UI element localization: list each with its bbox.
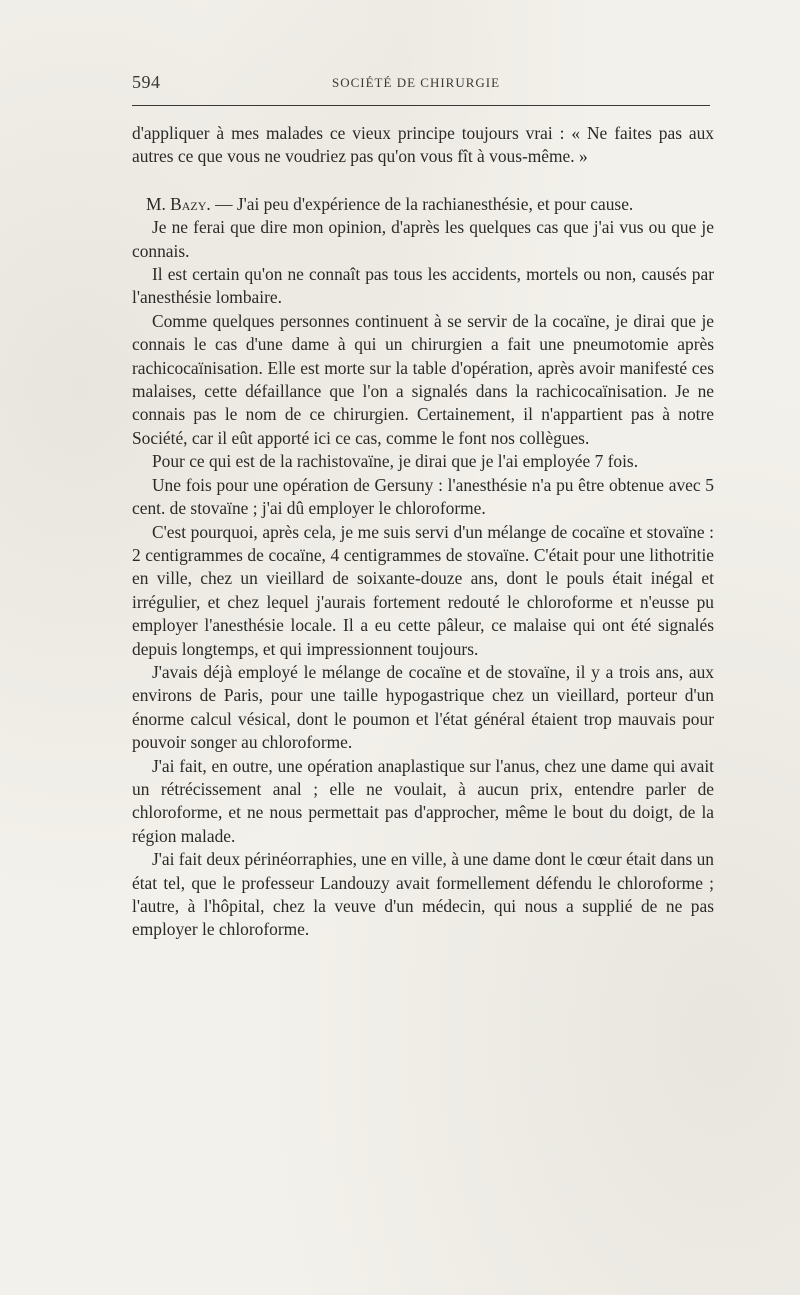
paragraph-text: — J'ai peu d'expérience de la rachianesthésie, et pour cause. (210, 193, 634, 214)
paragraph: J'avais déjà employé le mélange de cocaïne et de stovaïne, il y a trois ans, aux environs de Paris, pour une taille hypogastrique chez un vieillard, porteur d'un énorme calcul vésical, dont le poumon et l'état général étaient trop mauvais pour pouvoir songer au chloroforme. (132, 661, 714, 753)
body-text (132, 122, 714, 942)
paragraph: d'appliquer à mes malades ce vieux principe toujours vrai : « Ne faites pas aux autres ce que vous ne voudriez pas qu'on vous fît à vous-même. » (132, 123, 714, 167)
running-head: SOCIÉTÉ DE CHIRURGIE (332, 75, 501, 90)
paragraph: Pour ce qui est de la rachistovaïne, je dirai que je l'ai employée 7 fois. (152, 451, 639, 472)
paragraph: J'ai fait deux périnéorraphies, une en ville, à une dame dont le cœur était dans un état tel, que le professeur Landouzy avait formellement défendu le chloroforme ; l'autre, à l'hôpital, chez la veuve d'un médecin, qui nous a supplié de ne pas employer le chloroforme. (132, 849, 714, 940)
paragraph: C'est pourquoi, après cela, je me suis servi d'un mélange de cocaïne et stovaïne : 2 centigrammes de cocaïne, 4 centigrammes de stovaïne. C'était pour une lithotritie en ville, chez un vieillard de soixante-douze ans, dont le pouls était inégal et irrégulier, et chez lequel j'aurais fortement redouté le chloroforme et n'eusse pu employer l'anesthésie locale. Il a eu cette pâleur, ce malaise qui ont été signalés depuis longtemps, et qui impressionnent toujours. (132, 521, 714, 659)
paragraph: Il est certain qu'on ne connaît pas tous les accidents, mortels ou non, causés par l'anesthésie lombaire. (132, 264, 714, 308)
page-header (132, 72, 710, 96)
speaker-name: M. Bazy. (146, 193, 211, 214)
paragraph: J'ai fait, en outre, une opération anaplastique sur l'anus, chez une dame qui avait un rétrécissement anal ; elle ne voulait, à aucun prix, entendre parler de chloroforme, et ne nous permettait pas d'approcher, même le bout du doigt, de la région malade. (132, 755, 714, 846)
header-rule (132, 105, 710, 106)
paragraph: Je ne ferai que dire mon opinion, d'après les quelques cas que j'ai vus ou que je connais. (132, 217, 714, 261)
paragraph-speaker-intro (132, 193, 714, 216)
paragraph: Comme quelques personnes continuent à se servir de la cocaïne, je dirai que je connais le cas d'une dame à qui un chirurgien a fait une pneumotomie après rachicocaïnisation. Elle est morte sur la table d'opération, après avoir manifesté ces malaises, cette défaillance que l'on a signalés dans la rachicocaïnisation. Je ne connais pas le nom de ce chirurgien. Certainement, il n'appartient pas à notre Société, car il eût apporté ici ce cas, comme le font nos collègues. (132, 310, 714, 448)
page-number: 594 (132, 72, 161, 92)
paragraph: Une fois pour une opération de Gersuny : l'anesthésie n'a pu être obtenue avec 5 cent. de stovaïne ; j'ai dû employer le chloroforme. (132, 474, 714, 519)
